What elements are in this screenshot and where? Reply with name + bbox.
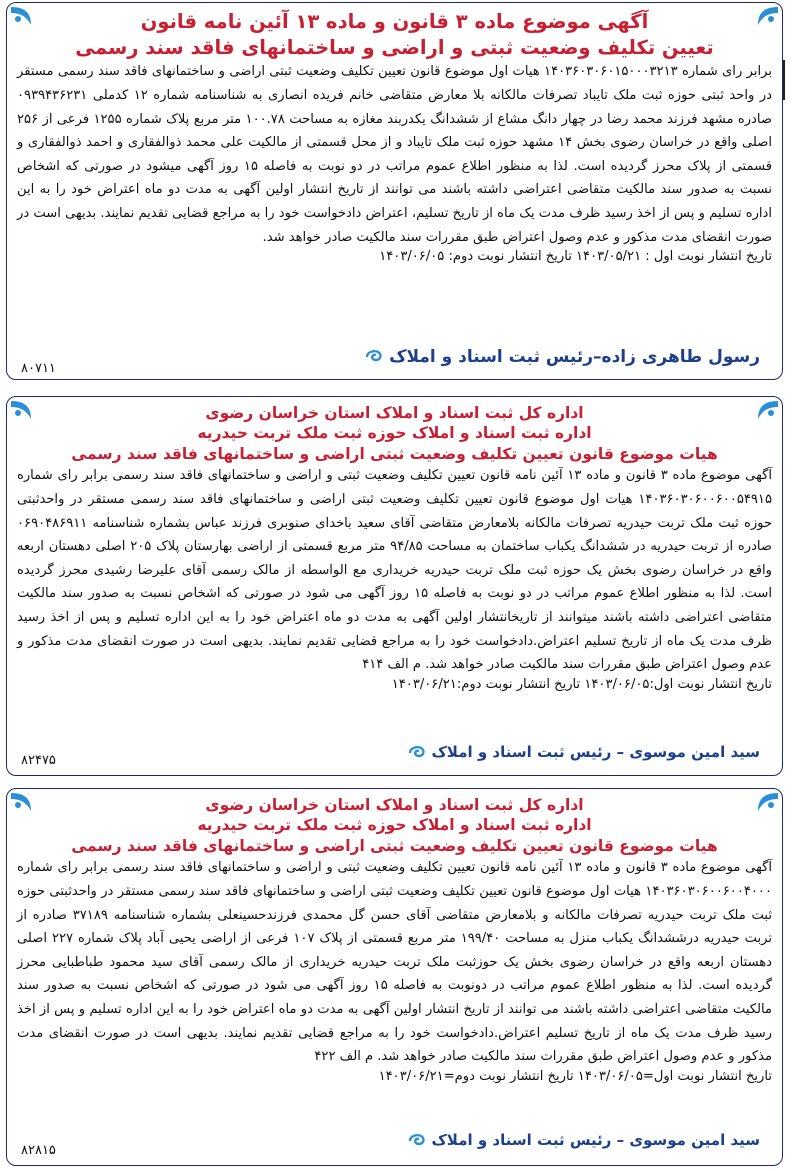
notice-title-line: آگهی موضوع ماده ۳ قانون و ماده ۱۳ آئین نامه قانون: [140, 10, 649, 33]
corner-ornament-icon: [9, 5, 35, 31]
notice-2: [6, 396, 783, 776]
signature-text: سید امین موسوی – رئیس ثبت اسناد و املاک: [431, 743, 760, 761]
swirl-ornament-icon: [408, 1132, 426, 1150]
signature: [365, 347, 760, 367]
notice-1: [6, 2, 783, 380]
corner-ornament-icon: [9, 399, 35, 425]
publication-dates: تاریخ انتشار نوبت اول:۱۴۰۳/۰۶/۰۵ تاریخ انتشار نوبت دوم:۱۴۰۳/۰۶/۲۱: [391, 676, 772, 692]
publication-dates: تاریخ انتشار نوبت اول=۱۴۰۳/۰۶/۰۵ تاریخ انتشار نوبت دوم=۱۴۰۳/۰۶/۲۱: [378, 1068, 772, 1084]
notice-body: آگهی موضوع ماده ۳ قانون و ماده ۱۳ آئین نامه قانون تعیین تکلیف وضعیت ثبتی و اراضی و ساختمانهای فاقد سند رسمی برابر رای شماره ۱۴۰۳۶۰۳۰۶۰۰۶۰۰۴۰۰۰ هیات اول موضوع قانون تعیین تکلیف وضعیت ثبتی اراضی و ساختمانهای فاقد سند رسمی مستقر در واحدثبتی حوزه ثبت ملک تربت حیدریه تصرفات مالکانه و بلامعارض متقاضی آقای حسن گل محمدی فرزندحسینعلی بشماره شناسنامه ۳۷۱۸۹ صادره از تربت حیدریه درششدانگ یکباب منزل به مساحت ۱۹۹/۴۰ متر مربع قسمتی از پلاک ۱۰۷ فرعی از اراضی یحیی آباد پلاک شماره ۲۲۷ اصلی دهستان اربعه واقع در خراسان رضوی بخش یک حوزثبت ملک تربت حیدریه خریداری از مالک رسمی آقای سید محمود طباطبایی محرز گردیده است. لذا به منظور اطلاع عموم مراتب در دونوبت به فاصله ۱۵ روز آگهی می شود در صورتی که اشخاص نسبت به صدور سند مالکیت متقاضی اعتراضی داشته باشند می توانند از تاریخ انتشار اولین آگهی به مدت دو ماه اعتراض خود را به این اداره تسلیم و پس از اخذ رسید ظرف مدت یک ماه از تاریخ تسلیم اعتراض.دادخواست خود را به مراجع قضایی تقدیم نمایند. بدیهی است در صورت انقضای مدت مذکور و عدم وصول اعتراض طبق مقررات سند مالکیت صادر خواهد شد. م الف ۴۲۲: [17, 860, 772, 1065]
signature: [408, 1131, 760, 1150]
signature: [408, 743, 760, 762]
notice-title-line: تعیین تکلیف وضعیت ثبتی و اراضی و ساختمانهای فاقد سند رسمی: [75, 35, 714, 59]
notice-title-line: هیات موضوع قانون تعیین تکلیف وضعیت ثبتی اراضی و ساختمانهای فاقد سند رسمی: [71, 444, 718, 463]
corner-ornament-icon: [9, 791, 35, 817]
corner-ornament-icon: [754, 399, 780, 425]
corner-ornament-icon: [754, 791, 780, 817]
notice-code: ۸۲۸۱۵: [21, 1143, 56, 1158]
notice-3: [6, 788, 783, 1166]
notice-title-line: اداره ثبت اسناد و املاک حوزه ثبت ملک تربت حیدریه: [197, 816, 592, 835]
notice-body: برابر رای شماره ۱۴۰۳۶۰۳۰۶۰۱۵۰۰۰۳۲۱۳ هیات اول موضوع قانون تعیین تکلیف وضعیت ثبتی اراضی و ساختمانهای فاقد سند رسمی مستقر در واحد ثبتی حوزه ثبت ملک تایباد تصرفات مالکانه بلا معارض متقاضی خانم فریده انصاری به شناسنامه شماره ۱۲ کدملی ۰۹۳۹۴۳۶۲۳۱ صادره مشهد فرزند محمد رضا در چهار دانگ مشاع از ششدانگ یکدربند مغازه به مساحت ۱۰۰.۷۸ متر مربع پلاک شماره ۱۲۵۵ فرعی از ۲۵۶ اصلی واقع در خراسان رضوی بخش ۱۴ مشهد حوزه ثبت ملک تایباد و از محل قسمتی از مالکیت علی محمد ذوالفقاری و احمد ذوالفقاری و قسمتی از پلاک محرز گردیده است. لذا به منظور اطلاع عموم مراتب در دو نوبت به فاصله ۱۵ روز آگهی میشود در صورتی که اشخاص نسبت به صدور سند مالکیت متقاضی اعتراضی داشته باشند می توانند از تاریخ انتشار اولین آگهی به مدت دو ماه اعتراض خود را به این اداره تسلیم و پس از اخذ رسید ظرف مدت یک ماه از تاریخ تسلیم، اعتراض دادخواست خود را به مراجع قضایی تقدیم نمایند. بدیهی است در صورت انقضای مدت مذکور و عدم وصول اعتراض طبق مقررات سند مالکیت صادر خواهد شد.: [17, 64, 773, 245]
notice-title-line: اداره کل ثبت اسناد و املاک استان خراسان رضوی: [205, 796, 584, 814]
page-edge-mark: [783, 60, 793, 100]
notice-title-line: اداره ثبت اسناد و املاک حوزه ثبت ملک تربت حیدریه: [197, 424, 592, 443]
notice-body: آگهی موضوع ماده ۳ قانون و ماده ۱۳ آئین نامه قانون تعیین تکلیف وضعیت ثبتی و اراضی و ساختمانهای فاقد سند رسمی برابر رای شماره ۱۴۰۳۶۰۳۰۶۰۰۶۰۰۵۴۹۱۵ هیات اول موضوع قانون تعیین تکلیف وضعیت ثبتی اراضی و ساختمانهای فاقد سند رسمی مستقر در واحدثبتی حوزه ثبت ملک تربت حیدریه تصرفات مالکانه بلامعارض متقاضی آقای سعید باخدای صنوبری فرزند عباس بشماره شناسنامه ۰۶۹۰۴۸۶۹۱۱ صادره از تربت حیدریه در ششدانگ یکباب ساختمان به مساحت ۹۴/۸۵ متر مربع قسمتی از اراضی بهارستان پلاک ۲۰۵ اصلی دهستان اربعه واقع در خراسان رضوی بخش یک حوزه ثبت ملک تربت حیدریه خریداری مع الواسطه از مالک رسمی آقای علیرضا رشیدی محرز گردیده است. لذا به منظور اطلاع عموم مراتب در دو نوبت به فاصله ۱۵ روز آگهی می شود در صورتی که اشخاص نسبت به صدور سند مالکیت متقاضی اعتراضی داشته باشند میتوانند از تاریخانتشار اولین آگهی به مدت دو ماه اعتراض خود را به این اداره تسلیم و پس از اخذ رسید ظرف مدت یک ماه از تاریخ تسلیم اعتراض.دادخواست خود را به مراجع قضایی تقدیم نمایند. بدیهی است در صورت انقضای مدت مذکور و عدم وصول اعتراض طبق مقررات سند مالکیت صادر خواهد شد. م الف ۴۱۴: [17, 468, 773, 673]
notice-code: ۸۰۷۱۱: [21, 361, 56, 376]
publication-dates: تاریخ انتشار نوبت اول : ۱۴۰۳/۰۵/۲۱ تاریخ انتشار نوبت دوم: ۱۴۰۳/۰۶/۰۵: [379, 249, 772, 265]
notice-title-line: اداره کل ثبت اسناد و املاک استان خراسان رضوی: [205, 404, 584, 422]
signature-text: رسول طاهری زاده–رئیس ثبت اسناد و املاک: [389, 347, 760, 367]
swirl-ornament-icon: [408, 744, 426, 762]
notice-code: ۸۲۴۷۵: [21, 753, 56, 768]
swirl-ornament-icon: [365, 348, 383, 366]
signature-text: سید امین موسوی – رئیس ثبت اسناد و املاک: [431, 1131, 760, 1149]
notice-title-line: هیات موضوع قانون تعیین تکلیف وضعیت ثبتی اراضی و ساختمانهای فاقد سند رسمی: [71, 836, 718, 855]
corner-ornament-icon: [754, 5, 780, 31]
